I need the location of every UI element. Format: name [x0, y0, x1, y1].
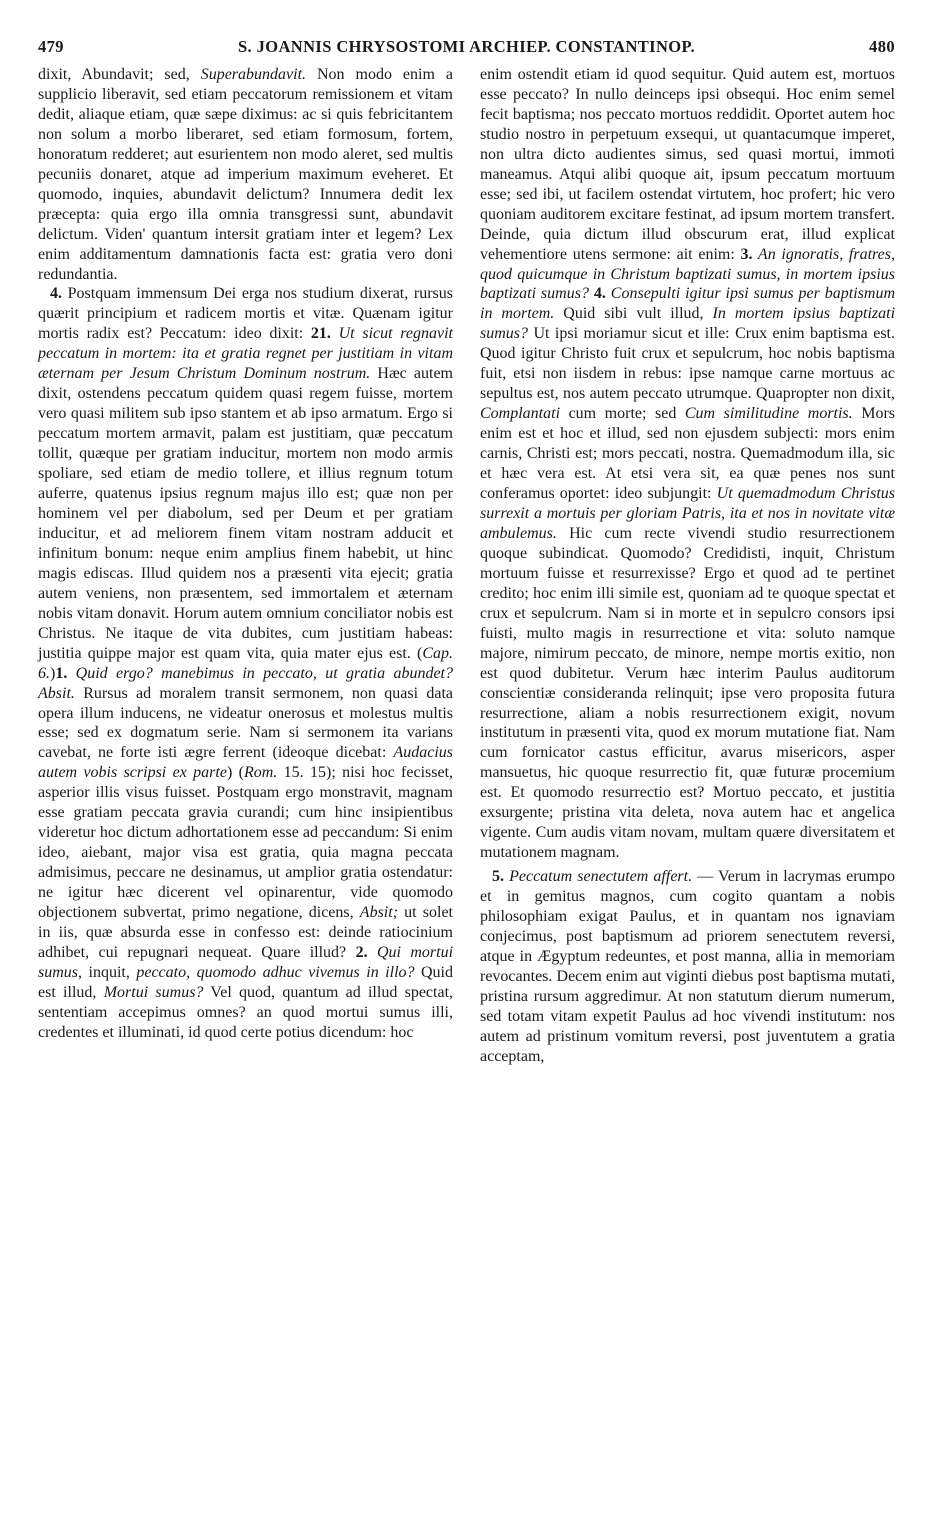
text-run: , inquit, [78, 963, 137, 981]
text-run: Quid est illud, [38, 963, 454, 1001]
italic-text: Ut sicut regnavit peccatum in mortem: ita et gratia regnet per justitiam in vitam æternam per Jesum Christum Dominum nostrum. [38, 325, 453, 383]
italic-text: peccato, quomodo adhuc vivemus in illo? [136, 963, 415, 981]
verse-number: 5. [492, 868, 510, 886]
text-run: Hic cum recte vivendi studio resurrectionem quoque subindicat. Quomodo? Credidisti, inquit, Christum mortuum fuisse et resurrexisse? Ergo et quod ad te pertinet credito; hoc enim illi simile est, quoniam ad te quoque spectat et crux et sepulcrum. Nam si in morte et in sepulcro consors ipsi fuisti, multo magis in resurrectione et vita: soluto namque majore, nimirum peccato, de minore, nempe mortis exitio, non est quod dubitetur. Verum hæc interim Paulus auditorum conscientiæ consideranda relinquit; ipse vero proposita futura resurrectione, aliam a nobis resurrectionem exigit, novum institutum in præsenti vita, quod ex morum mutatione fiat. Nam cum fornicator castus efficitur, avarus misericors, asper mansuetus, hic quoque resurrectio fit, quæ futuræ procemium est. Et quomodo resurrectio est? Mortuo peccato, et justitia exsurgente; pristina vita deleta, nova autem hac et angelica vigente. Cum audis vitam novam, multam quære diversitatem et mutationem magnam. [480, 524, 895, 862]
text-run: Hæc autem dixit, ostendens peccatum quidem quasi regem fuisse, mortem vero quasi militem sub ipso stantem et ab ipso armatum. Ergo si peccatum mortem armavit, palam est justitiam, quæ peccatum tollit, quæque per gratiam inducitur, mortem non modo armis spoliare, sed etiam de medio tollere, et illius regnum totum auferre, quatenus ipsius regnum majus illo est; quæ non per hominem vel per diabolum, sed per Deum et per gratiam inducitur, et ad meliorem finem vitam nostram adducit et infinitum bonum: neque enim amplius finem habebit, ut hinc magis ediscas. Illud quidem nos a præsenti vita ejecit; gratia autem veniens, non præsentem, sed immortalem et æternam nobis vitam donavit. Horum autem omnium conciliator nobis est Christus. Ne itaque de vita dubites, cum justitiam habeas: justitia quippe major est quam vita, quia mater ejus est. ( [38, 365, 453, 662]
running-title: S. JOANNIS CHRYSOSTOMI ARCHIEP. CONSTANTINOP. [237, 37, 696, 56]
italic-text: Peccatum senectutem affert. [509, 868, 693, 886]
text-run: dixit, Abundavit; sed, [38, 66, 201, 83]
verse-number: 21. [310, 325, 331, 343]
text-run: Mors enim est et hoc et illud, sed non ejusdem subjecti: mors enim carnis, Christi est; mors peccati, nostra. Quemadmodum illa, sic et hæc vera est. At etsi vera sit, ea quæ penes nos sunt conferamus oportet: ideo subjungit: [480, 405, 896, 503]
verse-number: 1. [55, 664, 68, 682]
paragraph [38, 284, 453, 1042]
verse-number: 2. [355, 943, 368, 961]
italic-text: Rom. [243, 764, 278, 782]
text-run: ) ( [226, 764, 244, 782]
text-run: Postquam immensum Dei erga nos studium dixerat, rursus quærit principium et radicem mortis et vitæ. Quænam igitur mortis radix est? Peccatum: ideo dixit: [38, 285, 454, 343]
paragraph [480, 65, 895, 863]
italic-text: Cap. 6. [38, 644, 453, 682]
italic-text: Ut quemadmodum Christus surrexit a mortuis per gloriam Patris, ita et nos in novitate vitæ ambulemus. [480, 485, 895, 542]
text-run: enim ostendit etiam id quod sequitur. Quid autem est, mortuos esse peccato? In nullo deinceps ipsi obsequi. Hoc enim semel fecit baptisma; nos peccato mortuos reddidit. Oportet autem hoc studio nostro in perpetuum exsequi, ut quantacumque imperet, non ultra dicto audientes simus, sed quasi mortui, immoti maneamus. Atqui alibi quoque ait, ipsum peccatum mortuum esse; sed ibi, ut facilem ostendat virtutem, hoc profert; hic vero quoniam auditorem excitare festinat, ad ipsum mortem transfert. Deinde, quia dictum illud obscurum erat, illud explicat vehementiore utens sermone: ait enim: [480, 66, 895, 263]
verse-number: 4. [593, 285, 606, 303]
paragraph [480, 867, 895, 1067]
page-number-left: 479 [38, 37, 64, 56]
text-run: Rursus ad moralem transit sermonem, non quasi data opera illum inducens, ne videatur onerosus et molestus multis esse; sed ex dogmatum serie. Nam si sermonem ita varians cavebat, ne forte isti ægre ferrent (ideoque dicebat: [38, 684, 453, 762]
paragraph [38, 65, 453, 284]
right-column [480, 65, 895, 1067]
text-run: Vel quod, quantum ad illud spectat, sententiam accepimus omnes? an quod mortui sumus illi, credentes et illuminati, id quod certe potius dicendum: hoc [38, 983, 454, 1041]
text-run: 15. 15); nisi hoc fecisset, asperior illis visus fuisset. Postquam ergo monstravit, magnam esse gratiam peccata gravia curandi; cum hinc insipientibus videretur hoc dictum adhortationem esse ad peccandum: Si enim ideo, aiebant, major visa est gratia, quia magna peccata admisimus, peccare ne desinamus, ut amplior gratia ostendatur: ne igitur hæc dicerent vel opinarentur, vide quomodo objectionem subvertat, primo negatione, dicens, [38, 764, 454, 922]
italic-text: Qui mortui sumus [38, 943, 454, 981]
text-run: Quid sibi vult illud, [554, 305, 713, 323]
verse-number: 4. [50, 285, 68, 303]
italic-text: An ignoratis, fratres, quod quicumque in Christum baptizati sumus, in mortem ipsius baptizati sumus? [480, 245, 895, 303]
page-number-right: 480 [869, 37, 895, 56]
text-run: ut solet in iis, quæ absurda esse in confesso est: deinde ratiocinium adhibet, cui repugnari nequeat. Quare illud? [38, 904, 453, 961]
text-run: cum morte; sed [560, 405, 685, 423]
italic-text: Superabundavit. [200, 66, 307, 83]
italic-text: Absit; [359, 904, 399, 922]
verse-number: 3. [740, 245, 753, 263]
italic-text: Mortui sumus? [103, 983, 204, 1001]
running-header [38, 34, 895, 62]
italic-text: Cum similitudine mortis. [684, 405, 853, 423]
italic-text: In mortem ipsius baptizati sumus? [480, 305, 896, 343]
italic-text: Audacius autem vobis scripsi ex parte [38, 744, 453, 782]
text-run: Non modo enim a supplicio liberavit, sed etiam peccatorum remissionem et vitam dedit, aliaque etiam, quæ sæpe diximus: ac si quis febricitantem non solum a morbo liberaret, sed etiam formosum, fortem, honoratum redderet; aut esurientem non modo aleret, sed multis pecuniis donaret, atque ad imperium maximum eveheret. Et quomodo, inquies, abundavit delictum? Innumera dedit lex præcepta: quia ergo illa omnia transgressi sunt, abundavit delictum. Viden' quantum intersit gratiam inter et legem? Lex enim additamentum damnationis facta est: gratia vero doni redundantia. [38, 66, 453, 283]
italic-text: Complantati [480, 405, 561, 423]
text-run: — Verum in lacrymas erumpo et in gemitus magnos, cum cogito quantam a nobis philosophiam exigat Paulus, et in quantam nos ignaviam conjecimus, post baptismum ad priorem senectutem reversi, atque in Ægyptum redeuntes, et post manna, allia in memoriam revocantes. Decem enim aut viginti diebus post baptisma mutati, pristina rursum aggredimur. At non statutum dierum numerum, sed totam vitam expetit Paulus ad hoc vivendi institutum: nos autem ad pristinum vomitum reversi, post juventutem a gratia acceptam, [480, 868, 896, 1065]
text-run: ) [50, 664, 56, 682]
italic-text: Consepulti igitur ipsi sumus per baptismum in mortem. [480, 285, 896, 323]
italic-text: Quid ergo? manebimus in peccato, ut gratia abundet? Absit. [38, 664, 453, 702]
text-run: Ut ipsi moriamur sicut et ille: Crux enim baptisma est. Quod igitur Christo fuit crux et sepulcrum, hoc nobis baptisma fuit, etsi non iisdem in rebus: ipse namque carne mortuus ac sepultus est, nos autem peccato utrumque. Quapropter non dixit, [480, 325, 895, 403]
left-column [38, 65, 453, 1043]
